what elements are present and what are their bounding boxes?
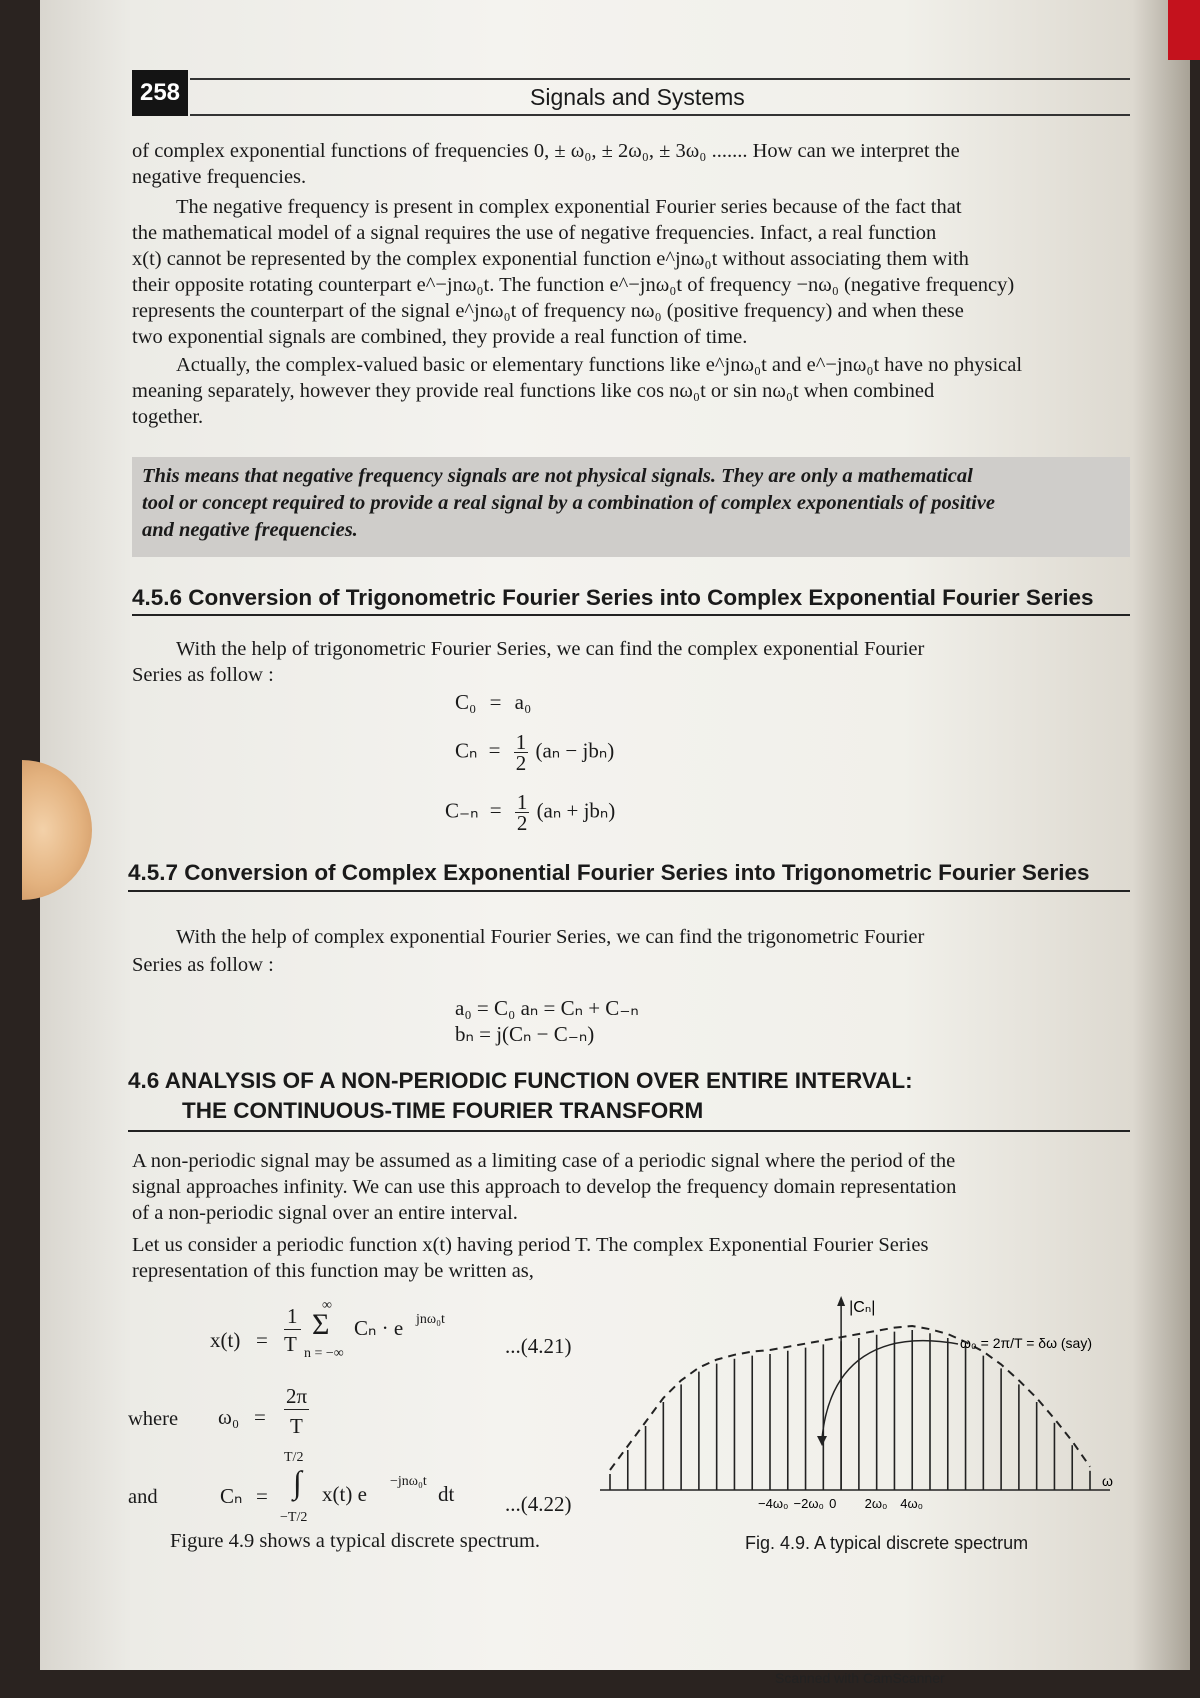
fraction-denominator: 2: [515, 751, 527, 775]
sec457-line-2: Series as follow :: [132, 954, 274, 976]
para2-line-2: meaning separately, however they provide real functions like cos nω₀t or sin nω₀t when combined: [132, 380, 935, 402]
tick-label: 0: [829, 1496, 837, 1511]
exponent-jnw0t: jnω₀t: [416, 1312, 445, 1327]
omega-note-arrow: [822, 1341, 958, 1438]
fraction-numerator: 1: [515, 730, 527, 754]
cn-lhs: Cₙ: [220, 1484, 243, 1508]
sec46-para1-line-3: of a non-periodic signal over an entire interval.: [132, 1202, 518, 1224]
note-line-3: and negative frequencies.: [142, 519, 358, 541]
eq-cn-lhs: Cₙ: [455, 738, 478, 763]
y-axis-label: |Cₙ|: [849, 1299, 876, 1316]
sec46-para1-line-1: A non-periodic signal may be assumed as a limiting case of a periodic signal where the period of the: [132, 1150, 956, 1172]
eq-number-4-22: ...(4.22): [505, 1492, 572, 1516]
one-over-t-denominator: T: [284, 1332, 297, 1356]
para2-line-3: together.: [132, 406, 204, 428]
para1-line-6: two exponential signals are combined, they provide a real function of time.: [132, 326, 748, 348]
tick-labels: [758, 1496, 923, 1511]
para1-line-3: x(t) cannot be represented by the complex exponential function e^jnω₀t without associating them with: [132, 248, 969, 270]
tick-label: 4ω₀: [900, 1496, 924, 1511]
eq-c0-rhs: a₀: [514, 690, 532, 714]
half-fraction: [514, 732, 529, 773]
sec456-line-1: With the help of trigonometric Fourier Series, we can find the complex exponential Fourier: [176, 638, 925, 660]
running-title: Signals and Systems: [530, 84, 745, 110]
page-number: 258: [132, 70, 188, 116]
note-line-2: tool or concept required to provide a real signal by a combination of complex exponentials of positive: [142, 492, 995, 514]
tick-label: −4ω₀: [758, 1496, 789, 1511]
heading-4-6-rule: [128, 1130, 1130, 1132]
dt-label: dt: [438, 1482, 455, 1506]
sum-term: Cₙ · e: [354, 1316, 404, 1340]
eq-number-4-21: ...(4.21): [505, 1334, 572, 1358]
note-box: [132, 457, 1130, 557]
two-pi-numerator: 2π: [286, 1384, 308, 1408]
header-rule-bottom: [190, 114, 1130, 116]
header-rule-top: [190, 78, 1130, 80]
eq-c0-equals: =: [489, 690, 502, 714]
para1-line-1: The negative frequency is present in complex exponential Fourier series because of the fact that: [176, 196, 962, 218]
eq-cn-rhs: (aₙ − jbₙ): [535, 738, 615, 763]
eq-c0-lhs: C₀: [455, 690, 477, 714]
eq-bn: bₙ = j(Cₙ − C₋ₙ): [455, 1022, 595, 1046]
sum-lower-limit: n = −∞: [304, 1346, 344, 1361]
heading-4-5-6-rule: [132, 614, 1130, 616]
eq-c-minus-n-lhs: C₋ₙ: [445, 798, 479, 823]
heading-4-5-6: 4.5.6 Conversion of Trigonometric Fourier Series into Complex Exponential Fourier Series: [132, 585, 1094, 610]
para1-line-5: represents the counterpart of the signal e^jnω₀t of frequency nω₀ (positive frequency) and when these: [132, 300, 964, 322]
omega0-symbol: ω₀: [218, 1405, 240, 1429]
eq-cn-equals: =: [488, 738, 501, 763]
figure-caption: Fig. 4.9. A typical discrete spectrum: [745, 1533, 1029, 1553]
heading-4-6-line-1: 4.6 ANALYSIS OF A NON-PERIODIC FUNCTION OVER ENTIRE INTERVAL:: [128, 1068, 913, 1093]
two-pi-denominator: T: [290, 1414, 303, 1438]
omega-note-arrowhead: [817, 1436, 827, 1446]
tick-label: 2ω₀: [864, 1496, 888, 1511]
figure-reference: Figure 4.9 shows a typical discrete spectrum.: [170, 1530, 541, 1552]
eq-a0-an: a₀ = C₀ aₙ = Cₙ + C₋ₙ: [455, 996, 639, 1020]
sec456-line-2: Series as follow :: [132, 664, 274, 686]
heading-4-5-7: 4.5.7 Conversion of Complex Exponential Fourier Series into Trigonometric Fourier Series: [128, 860, 1090, 885]
eq-c-minus-n: [445, 792, 615, 833]
para1-line-2: the mathematical model of a signal requires the use of negative frequencies. Infact, a real function: [132, 222, 937, 244]
eq421-equals: =: [256, 1328, 268, 1352]
sec457-line-1: With the help of complex exponential Fourier Series, we can find the trigonometric Fourier: [176, 926, 925, 948]
omega0-equals: =: [254, 1405, 266, 1429]
sum-upper-limit: ∞: [322, 1298, 332, 1313]
spectrum-chart: [590, 1290, 1120, 1530]
scan-watermark: Scanned with CamScanner: [775, 1670, 945, 1686]
x-axis-label: ω: [1102, 1473, 1113, 1489]
integral-upper-limit: T/2: [284, 1450, 304, 1465]
half-fraction: [515, 792, 530, 833]
tick-label: −2ω₀: [793, 1496, 824, 1511]
integral-term: x(t) e: [322, 1482, 367, 1506]
eq-c-minus-n-rhs: (aₙ + jbₙ): [536, 798, 616, 823]
fraction-numerator: 1: [516, 790, 528, 814]
integral-symbol: ∫: [293, 1464, 302, 1500]
eq422-equals: =: [256, 1484, 268, 1508]
sec46-para1-line-2: signal approaches infinity. We can use this approach to develop the frequency domain representation: [132, 1176, 957, 1198]
exponent-minus-jnw0t: −jnω₀t: [390, 1474, 427, 1489]
eq-cn: [455, 732, 614, 773]
sec46-para2-line-2: representation of this function may be written as,: [132, 1260, 534, 1282]
integral-lower-limit: −T/2: [280, 1510, 308, 1525]
intro-line-2: negative frequencies.: [132, 166, 307, 188]
fraction-denominator: 2: [516, 811, 528, 835]
intro-line-1: of complex exponential functions of frequencies 0, ± ω₀, ± 2ω₀, ± 3ω₀ ....... How can we interpret the: [132, 140, 960, 162]
sigma-symbol: Σ: [312, 1308, 330, 1341]
one-over-t-numerator: 1: [284, 1304, 301, 1330]
spectrum-bars: [610, 1330, 1093, 1490]
book-edge-red: [1168, 0, 1200, 60]
para1-line-4: their opposite rotating counterpart e^−jnω₀t. The function e^−jnω₀t of frequency −nω₀ (negative frequency): [132, 274, 1015, 296]
sec46-para2-line-1: Let us consider a periodic function x(t) having period T. The complex Exponential Fourier Series: [132, 1234, 929, 1256]
eq-c0: [455, 690, 531, 715]
omega-note: ω₀ = 2π/T = δω (say): [960, 1335, 1093, 1351]
eq-c-minus-n-equals: =: [489, 798, 502, 823]
heading-4-5-7-rule: [128, 890, 1130, 892]
note-line-1: This means that negative frequency signals are not physical signals. They are only a mathematical: [142, 465, 973, 487]
and-label: and: [128, 1486, 158, 1508]
y-axis-arrowhead: [837, 1296, 845, 1306]
xt-lhs: x(t): [210, 1328, 241, 1352]
where-label: where: [128, 1408, 179, 1430]
heading-4-6-line-2: THE CONTINUOUS-TIME FOURIER TRANSFORM: [182, 1098, 704, 1123]
para2-line-1: Actually, the complex-valued basic or elementary functions like e^jnω₀t and e^−jnω₀t have no physical: [176, 354, 1023, 376]
